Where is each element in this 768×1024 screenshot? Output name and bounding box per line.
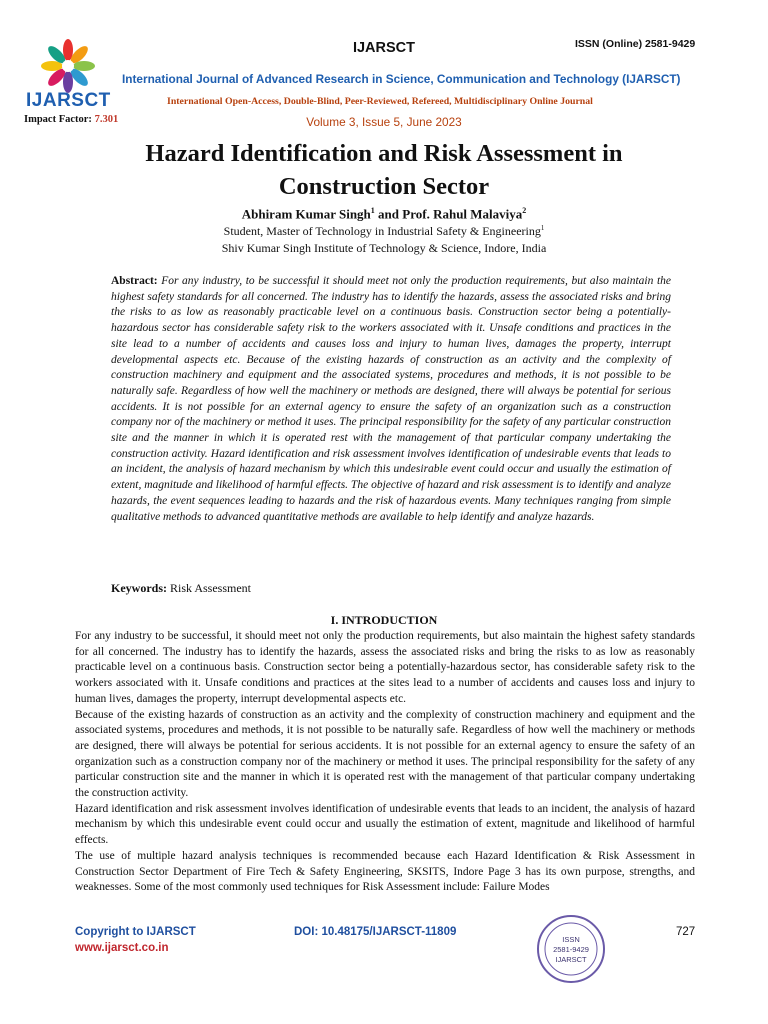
keywords-text: Risk Assessment (170, 581, 252, 595)
author-1: Abhiram Kumar Singh (241, 206, 371, 222)
footer-website-link[interactable]: www.ijarsct.co.in (75, 942, 169, 954)
page-number: 727 (676, 926, 696, 938)
abstract-text: For any industry, to be successful it should meet not only the production requirements, but also maintain the highest safety standards for all concerned. The industry has to identify the hazards, assess the associated risks and bring the risks to as low as reasonably practicable level on a continuous basis. Construction sector being a potentially-hazardous sector has considerable safety risk to the workers associated with it. Unsafe conditions and practices in the site lead to a number of accidents and causes loss and injury to human lives, damages the property, interrupt developmental aspects etc. Because of the existing hazards of construction as an activity and the complexity of construction machinery and equipment and the associated systems, procedures and methods, it is not possible to be naturally safe. Regardless of how well the machinery or methods are designed, there will always be potential for serious accidents. It is not possible for an external agency to ensure the safety of an organization such as a construction company nor of the machinery or method it uses. The principal responsibility for the safety of any particular construction site and the manner in which it is operated rest with the management of that particular company undertaking the construction activity. Hazard identification and risk assessment involves identification of undesirable events that leads to an incident, the analysis of hazard mechanism by which this undesirable event could occur and usually the estimation of extent, magnitude and likelihood of harmful effects. The objective of hazard and risk assessment is to identify and analyze hazards, the event sequences leading to hazards and the risk of hazardous events. Many techniques ranging from simple qualitative methods to advanced quantitative methods are available to help identify and analyze hazards. (111, 275, 671, 523)
author-separator: and (374, 206, 403, 222)
author-2-affil: 2 (522, 206, 527, 215)
body-paragraph: The use of multiple hazard analysis techniques is recommended because each Hazard Identification & Risk Assessment in Construction Sector Department of Fire Tech & Safety Engineering, SKSITS, Indore Page 3 has its own purpose, strengths, and weaknesses. Some of the most commonly used techniques for Risk Assessment include: Failure Modes (75, 849, 695, 894)
author-1-affil: 1 (370, 206, 375, 215)
section-heading-introduction: I. INTRODUCTION (330, 613, 438, 627)
affiliation-1-text: Student, Master of Technology in Industrial Safety & Engineering (223, 224, 541, 238)
authors (0, 206, 768, 222)
impact-factor-label: Impact Factor: (24, 114, 92, 125)
author-2: Prof. Rahul Malaviya (402, 206, 523, 222)
abstract (111, 274, 671, 525)
keywords-label: Keywords: (111, 581, 167, 595)
issn-stamp (536, 914, 606, 984)
stamp-line1: ISSN (562, 935, 580, 944)
paper-title-line2: Construction Sector (278, 173, 490, 200)
logo-wordmark: IJARSCT (26, 90, 111, 111)
body-paragraph: Hazard identification and risk assessment involves identification of undesirable events that leads to an incident, the analysis of hazard mechanism by which this undesirable event could occur and usually the estimation of extent, magnitude and likelihood of harmful effects. (75, 802, 695, 847)
footer-doi[interactable]: DOI: 10.48175/IJARSCT-11809 (294, 926, 457, 938)
introduction-body (75, 629, 695, 896)
footer-copyright: Copyright to IJARSCT (75, 926, 196, 938)
journal-name: International Journal of Advanced Research in Science, Communication and Technology (IJARSCT) (122, 72, 681, 86)
volume-issue: Volume 3, Issue 5, June 2023 (306, 115, 462, 129)
affiliation-2: Shiv Kumar Singh Institute of Technology & Science, Indore, India (221, 241, 547, 255)
journal-abbreviation: IJARSCT (352, 40, 416, 56)
impact-factor-value: 7.301 (94, 114, 119, 125)
logo-center (62, 60, 74, 72)
issn-online: ISSN (Online) 2581-9429 (575, 38, 696, 50)
stamp-line2: 2581-9429 (553, 945, 589, 954)
stamp-line3: IJARSCT (555, 955, 587, 964)
paper-title-line1: Hazard Identification and Risk Assessment in (145, 140, 623, 167)
affiliation-1 (0, 224, 768, 239)
keywords (111, 581, 251, 596)
body-paragraph: For any industry to be successful, it should meet not only the production requirements, but also maintain the highest safety standards for all concerned. The industry has to identify the hazards, assess the associated risks and bring the risks to as low as reasonably practicable level on a continuous basis. Construction sector being a potentially-hazardous sector, has considerable safety risk to the workers associated with it. Unsafe conditions and practices at the sites lead to a number of accidents and causes loss and injury to human lives, damages the property, interrupt developmental aspects etc. (75, 630, 695, 705)
journal-tagline: International Open-Access, Double-Blind, Peer-Reviewed, Refereed, Multidisciplinary Online Journal (167, 96, 593, 107)
body-paragraph: Because of the existing hazards of construction as an activity and the complexity of construction machinery and equipment and the associated systems, procedures and methods, it is not possible to be naturally safe. Regardless of how well the machinery or methods are designed, there will always be potential for serious accidents. It is not possible for an external agency to ensure the safety of an organization such as a construction company nor of the machinery or method it uses. The principal responsibility for the safety of any particular construction site and the manner in which it is operated rest with the management of that particular company undertaking the construction activity. (75, 708, 695, 800)
affiliation-1-sup: 1 (540, 224, 545, 232)
abstract-label: Abstract: (111, 275, 158, 287)
paper-title (40, 137, 728, 203)
